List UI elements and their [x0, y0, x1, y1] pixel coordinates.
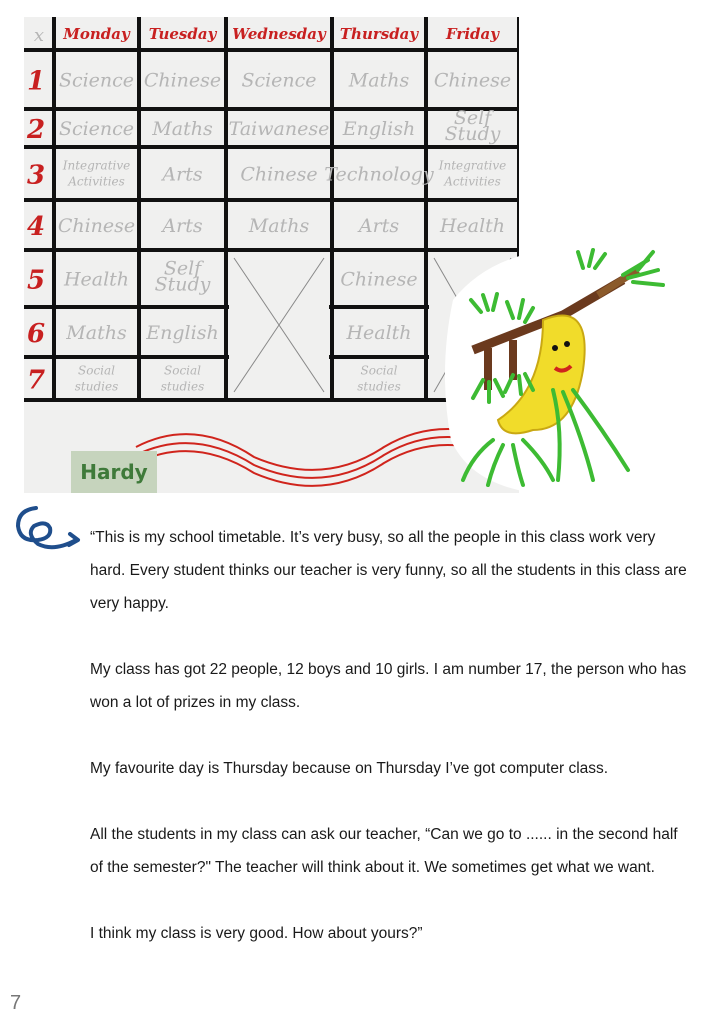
subject-cell: English: [342, 118, 416, 140]
story-paragraph: My favourite day is Thursday because on Thursday I’ve got computer class.: [90, 760, 609, 777]
page-number: 7: [10, 992, 22, 1014]
story-text: [90, 521, 690, 983]
subject-cell: Social: [164, 363, 201, 378]
subject-cell: Self: [163, 257, 202, 280]
subject-cell: Health: [346, 322, 412, 344]
subject-cell: studies: [160, 379, 205, 394]
subject-cell: Science: [241, 69, 317, 92]
subject-cell: Chinese: [340, 268, 418, 291]
day-header: Friday: [446, 25, 499, 43]
period-number: 6: [26, 319, 46, 349]
banana-tree-drawing: [433, 240, 703, 500]
subject-cell: Maths: [152, 118, 213, 140]
subject-cell: Science: [58, 69, 135, 92]
subject-cell: Health: [63, 268, 130, 291]
subject-cell: Chinese: [240, 163, 318, 186]
story-paragraph: All the students in my class can ask our teacher, “Can we go to ...... in the second half of the semester?" The teacher will think about it. We sometimes get what we want.: [90, 826, 678, 876]
curly-arrow-icon: [12, 500, 84, 556]
subject-cell: Social: [78, 363, 115, 378]
story-paragraph: I think my class is very good. How about yours?”: [90, 925, 423, 942]
timetable-corner: x: [33, 25, 45, 46]
subject-cell: Maths: [66, 322, 127, 344]
period-number: 7: [26, 365, 46, 396]
subject-cell: Social: [360, 363, 398, 378]
period-number: 2: [26, 115, 46, 145]
day-header: Monday: [63, 25, 130, 43]
subject-cell: Chinese: [57, 215, 136, 237]
subject-cell: studies: [357, 379, 401, 394]
day-header: Thursday: [339, 25, 419, 43]
subject-cell: English: [146, 322, 219, 344]
signature-badge: Hardy: [71, 451, 157, 493]
subject-cell: Chinese: [433, 69, 512, 92]
subject-cell: Self: [453, 107, 492, 129]
subject-cell: Technology: [324, 163, 434, 186]
subject-cell: Maths: [348, 69, 410, 92]
story-paragraph: “This is my school timetable. It’s very busy, so all the people in this class work very hard. Every student thinks our teacher is very funny, so all the students in this class are very happy.: [90, 529, 687, 612]
subject-cell: Science: [58, 118, 135, 140]
subject-cell: Arts: [162, 215, 203, 237]
subject-cell: Health: [439, 215, 506, 237]
day-header: Wednesday: [232, 25, 326, 43]
subject-cell: Arts: [162, 163, 203, 186]
period-number: 5: [26, 265, 46, 296]
period-number: 4: [26, 212, 46, 242]
subject-cell: Arts: [358, 215, 400, 237]
subject-cell: Study: [444, 123, 501, 145]
day-header: Tuesday: [148, 25, 217, 43]
subject-cell: Study: [154, 273, 211, 296]
subject-cell: Activities: [68, 174, 125, 189]
subject-cell: Activities: [444, 174, 501, 189]
period-number: 3: [26, 160, 46, 191]
subject-cell: Taiwanese: [228, 118, 330, 140]
subject-cell: Maths: [248, 215, 310, 237]
subject-cell: Chinese: [143, 69, 222, 92]
period-number: 1: [26, 66, 46, 97]
subject-cell: studies: [74, 379, 119, 394]
story-paragraph: My class has got 22 people, 12 boys and 10 girls. I am number 17, the person who has won a lot of prizes in my class.: [90, 661, 687, 711]
subject-cell: Integrative: [438, 158, 507, 173]
subject-cell: Integrative: [62, 158, 131, 173]
